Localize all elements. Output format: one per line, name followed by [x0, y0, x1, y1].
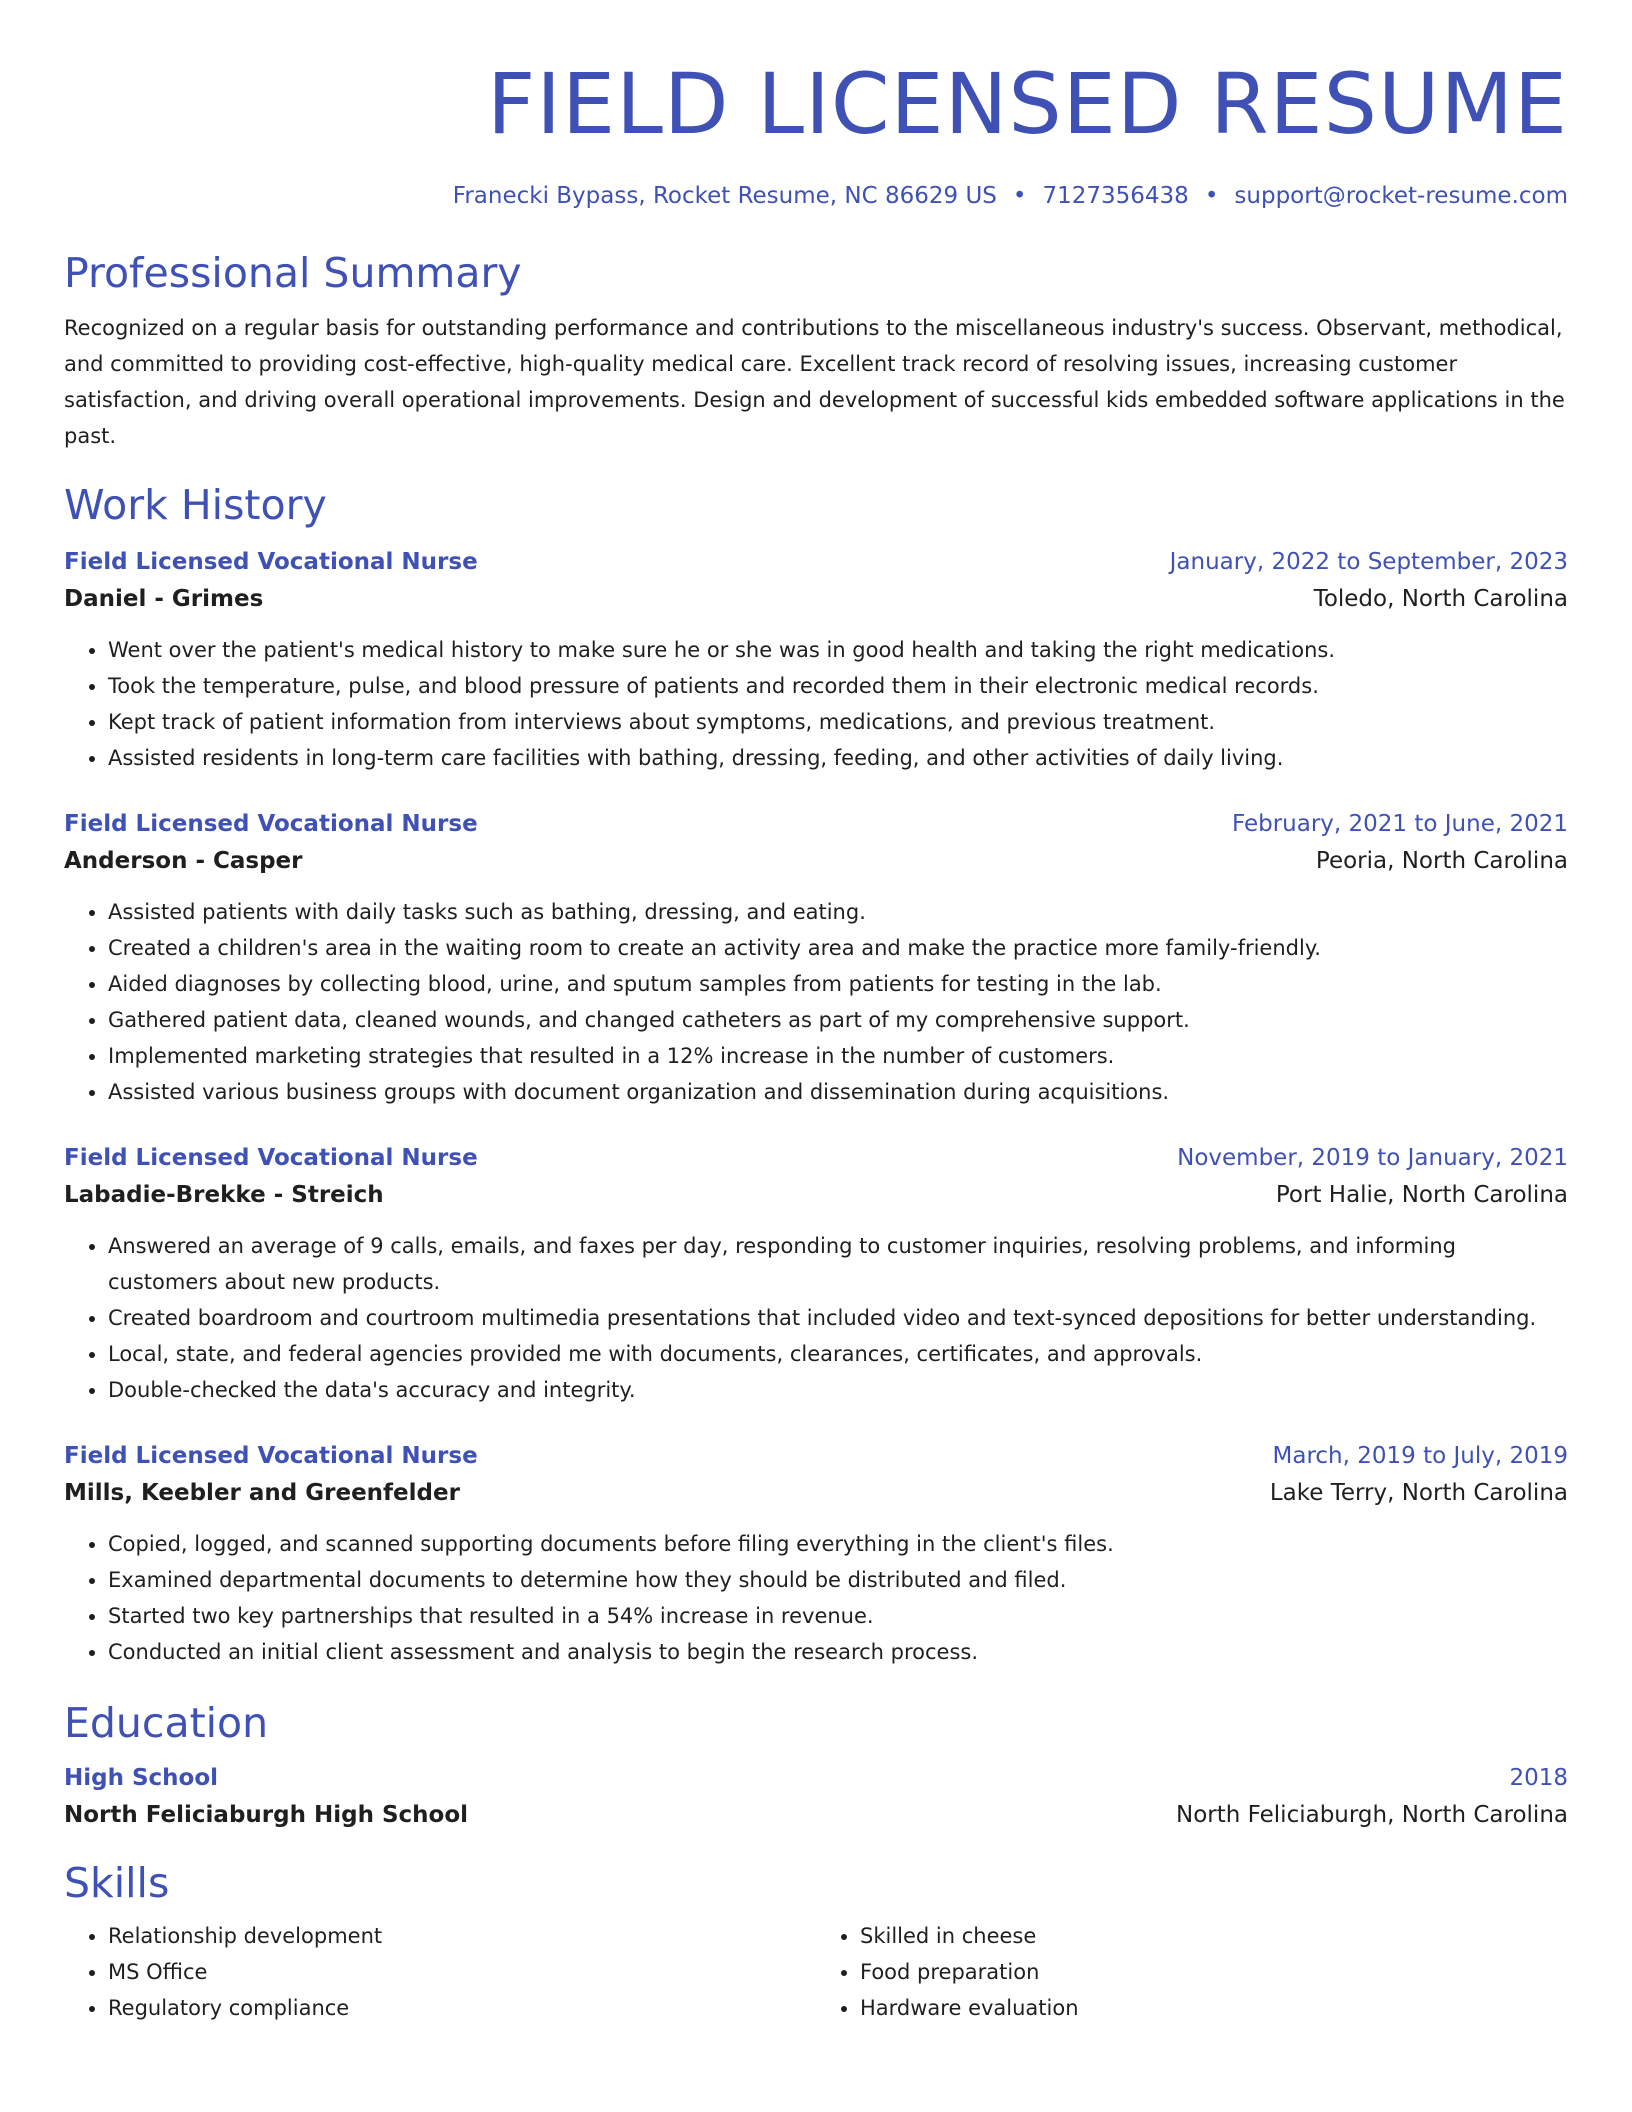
skills-heading: Skills	[64, 1859, 170, 1907]
skill-item: • Hardware evaluation	[860, 1990, 1568, 2026]
education-location: North Feliciaburgh, North Carolina	[1176, 1802, 1568, 1828]
job-bullet: • Answered an average of 9 calls, emails, and faxes per day, responding to customer inquiries, resolving problems, and informing customers about new products.	[108, 1228, 1568, 1300]
job-bullet: • Kept track of patient information from interviews about symptoms, medications, and previous treatment.	[108, 704, 1568, 740]
job-entry	[64, 544, 1568, 776]
job-dates: January, 2022 to September, 2023	[1169, 549, 1568, 575]
contact-line	[64, 180, 1568, 212]
summary-text: Recognized on a regular basis for outstanding performance and contributions to the miscellaneous industry's success. Observant, methodical, and committed to providing cost-effective, high-quality medical care. Excellent track record of resolving issues, increasing customer satisfaction, and driving overall operational improvements. Design and development of successful kids embedded software applications in the past.	[64, 316, 1565, 448]
job-company: Anderson - Casper	[64, 848, 303, 874]
job-bullets	[64, 894, 1568, 1110]
resume-name: FIELD LICENSED RESUME	[486, 55, 1568, 153]
job-dates: March, 2019 to July, 2019	[1272, 1443, 1568, 1469]
contact-separator: •	[1204, 183, 1219, 209]
job-title: Field Licensed Vocational Nurse	[64, 1443, 478, 1469]
skill-item: • MS Office	[108, 1954, 816, 1990]
skills-column-left	[64, 1918, 816, 2026]
job-bullet: • Double-checked the data's accuracy and integrity.	[108, 1372, 1568, 1408]
job-bullet: • Started two key partnerships that resulted in a 54% increase in revenue.	[108, 1598, 1568, 1634]
skill-item: • Food preparation	[860, 1954, 1568, 1990]
job-bullet: • Examined departmental documents to determine how they should be distributed and filed.	[108, 1562, 1568, 1598]
job-bullet: • Aided diagnoses by collecting blood, urine, and sputum samples from patients for testing in the lab.	[108, 966, 1568, 1002]
job-bullet: • Created a children's area in the waiting room to create an activity area and make the practice more family-friendly.	[108, 930, 1568, 966]
job-entry	[64, 1438, 1568, 1670]
skills-column-right	[816, 1918, 1568, 2026]
job-location: Peoria, North Carolina	[1315, 848, 1568, 874]
job-company: Mills, Keebler and Greenfelder	[64, 1480, 460, 1506]
job-company: Labadie-Brekke - Streich	[64, 1182, 384, 1208]
summary-heading: Professional Summary	[64, 249, 522, 297]
job-bullet: • Went over the patient's medical history to make sure he or she was in good health and taking the right medications.	[108, 632, 1568, 668]
job-bullet: • Local, state, and federal agencies provided me with documents, clearances, certificates, and approvals.	[108, 1336, 1568, 1372]
job-dates: November, 2019 to January, 2021	[1177, 1145, 1568, 1171]
job-bullet: • Took the temperature, pulse, and blood pressure of patients and recorded them in their electronic medical records.	[108, 668, 1568, 704]
work-history-heading: Work History	[64, 481, 327, 529]
skills-list	[64, 1918, 1568, 2026]
contact-phone: 7127356438	[1042, 183, 1189, 209]
job-bullets	[64, 1228, 1568, 1408]
job-location: Toledo, North Carolina	[1313, 586, 1568, 612]
job-location: Lake Terry, North Carolina	[1269, 1480, 1568, 1506]
job-title: Field Licensed Vocational Nurse	[64, 811, 478, 837]
job-title: Field Licensed Vocational Nurse	[64, 549, 478, 575]
skill-item: • Relationship development	[108, 1918, 816, 1954]
job-bullet: • Conducted an initial client assessment and analysis to begin the research process.	[108, 1634, 1568, 1670]
job-dates: February, 2021 to June, 2021	[1231, 811, 1568, 837]
job-bullet: • Implemented marketing strategies that resulted in a 12% increase in the number of customers.	[108, 1038, 1568, 1074]
job-bullet: • Copied, logged, and scanned supporting documents before filing everything in the client's files.	[108, 1526, 1568, 1562]
job-entry	[64, 806, 1568, 1110]
contact-separator: •	[1012, 183, 1027, 209]
job-bullet: • Assisted residents in long-term care facilities with bathing, dressing, feeding, and other activities of daily living.	[108, 740, 1568, 776]
education-heading: Education	[64, 1699, 269, 1747]
education-entry	[64, 1760, 1568, 1834]
job-bullets	[64, 1526, 1568, 1670]
contact-email: support@rocket-resume.com	[1234, 183, 1568, 209]
contact-address: Franecki Bypass, Rocket Resume, NC 86629 US	[452, 183, 997, 209]
job-entry	[64, 1140, 1568, 1408]
job-bullets	[64, 632, 1568, 776]
job-bullet: • Assisted patients with daily tasks such as bathing, dressing, and eating.	[108, 894, 1568, 930]
skill-item: • Regulatory compliance	[108, 1990, 816, 2026]
job-title: Field Licensed Vocational Nurse	[64, 1145, 478, 1171]
job-bullet: • Created boardroom and courtroom multimedia presentations that included video and text-synced depositions for better understanding.	[108, 1300, 1568, 1336]
education-year: 2018	[1509, 1765, 1568, 1791]
education-degree: High School	[64, 1765, 219, 1791]
job-company: Daniel - Grimes	[64, 586, 264, 612]
skill-item: • Skilled in cheese	[860, 1918, 1568, 1954]
job-bullet: • Gathered patient data, cleaned wounds, and changed catheters as part of my comprehensive support.	[108, 1002, 1568, 1038]
job-bullet: • Assisted various business groups with document organization and dissemination during acquisitions.	[108, 1074, 1568, 1110]
education-school: North Feliciaburgh High School	[64, 1802, 469, 1828]
job-location: Port Halie, North Carolina	[1275, 1182, 1568, 1208]
